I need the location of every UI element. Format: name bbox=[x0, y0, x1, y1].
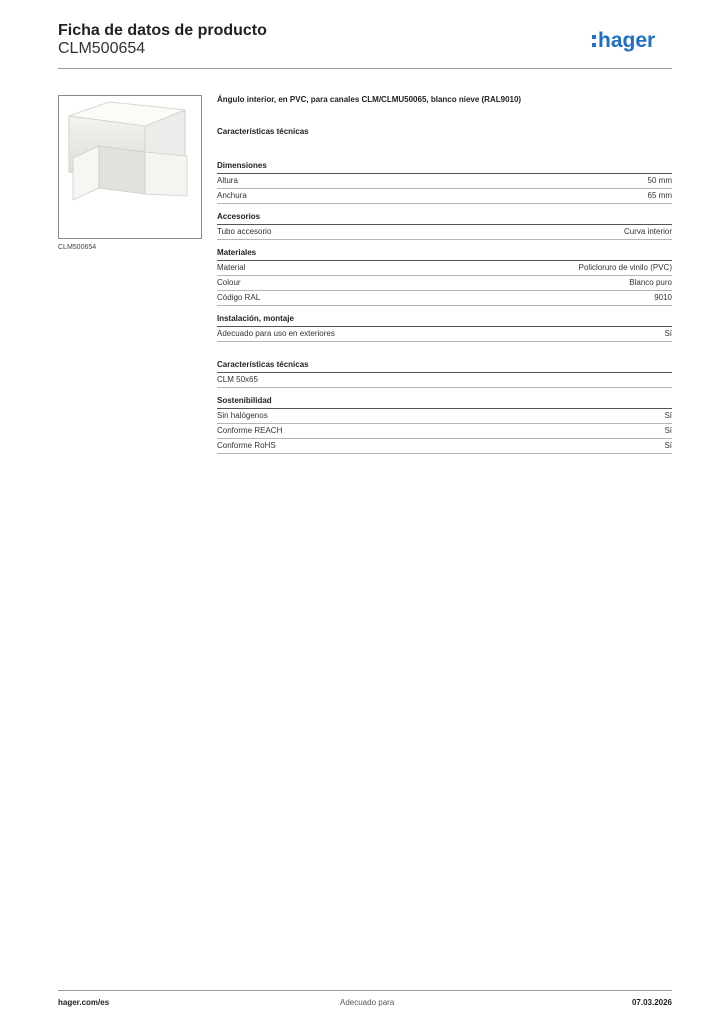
spec-row bbox=[217, 174, 672, 189]
spec-content bbox=[217, 95, 672, 462]
technical-characteristics-title: Características técnicas bbox=[217, 127, 309, 136]
spec-value: Sí bbox=[664, 426, 672, 435]
section-accesorios bbox=[217, 212, 672, 240]
section-title: Instalación, montaje bbox=[217, 314, 672, 327]
section-title: Sostenibilidad bbox=[217, 396, 672, 409]
product-description: Ángulo interior, en PVC, para canales CLM/CLMU50065, blanco nieve (RAL9010) bbox=[217, 95, 522, 104]
section-caracteristicas bbox=[217, 360, 672, 388]
spec-label: Colour bbox=[217, 278, 241, 287]
spec-row bbox=[217, 327, 672, 342]
section-materiales bbox=[217, 248, 672, 306]
spec-row bbox=[217, 276, 672, 291]
section-title: Dimensiones bbox=[217, 161, 672, 174]
spec-label: Código RAL bbox=[217, 293, 261, 302]
spec-label: Altura bbox=[217, 176, 238, 185]
section-title: Accesorios bbox=[217, 212, 672, 225]
spec-value: Blanco puro bbox=[629, 278, 672, 287]
spec-label: Conforme RoHS bbox=[217, 441, 276, 450]
image-caption: CLM500654 bbox=[58, 244, 97, 251]
spec-label: Material bbox=[217, 263, 246, 272]
header-product-code: CLM500654 bbox=[58, 40, 146, 57]
logo-dot-top bbox=[592, 35, 596, 39]
header-divider bbox=[58, 68, 672, 69]
spec-value: 50 mm bbox=[647, 176, 672, 185]
spec-label: Tubo accesorio bbox=[217, 227, 272, 236]
footer-divider bbox=[58, 990, 672, 991]
spec-value: 65 mm bbox=[647, 191, 672, 200]
spec-value: Curva interior bbox=[623, 227, 672, 236]
spec-value: Sí bbox=[664, 411, 672, 420]
spec-value: Sí bbox=[664, 441, 672, 450]
spec-label: Conforme REACH bbox=[217, 426, 283, 435]
spec-row bbox=[217, 225, 672, 240]
spec-value: 9010 bbox=[654, 293, 672, 302]
section-sostenibilidad bbox=[217, 396, 672, 454]
spec-label: Adecuado para uso en exteriores bbox=[217, 329, 335, 338]
footer-center-text: Adecuado para bbox=[340, 998, 395, 1007]
section-title: Características técnicas bbox=[217, 360, 672, 373]
spec-value: Sí bbox=[664, 329, 672, 338]
hager-logo bbox=[592, 26, 672, 56]
spec-row bbox=[217, 189, 672, 204]
spec-row bbox=[217, 373, 672, 388]
spec-row bbox=[217, 409, 672, 424]
header-title: Ficha de datos de producto bbox=[58, 22, 267, 39]
spec-row bbox=[217, 261, 672, 276]
spec-label: Anchura bbox=[217, 191, 247, 200]
spec-value: Policloruro de vinilo (PVC) bbox=[578, 263, 672, 272]
logo-wordmark: hager bbox=[598, 29, 656, 52]
product-image bbox=[58, 95, 202, 239]
spec-row bbox=[217, 439, 672, 454]
spec-row bbox=[217, 291, 672, 306]
spec-row bbox=[217, 424, 672, 439]
footer-website-link[interactable]: hager.com/es bbox=[58, 998, 110, 1007]
spec-label: CLM 50x65 bbox=[217, 375, 258, 384]
logo-dot-bottom bbox=[592, 43, 596, 47]
section-title: Materiales bbox=[217, 248, 672, 261]
section-dimensiones bbox=[217, 161, 672, 204]
footer-date: 07.03.2026 bbox=[631, 998, 672, 1007]
spec-label: Sin halógenos bbox=[217, 411, 268, 420]
section-instalacion bbox=[217, 314, 672, 342]
